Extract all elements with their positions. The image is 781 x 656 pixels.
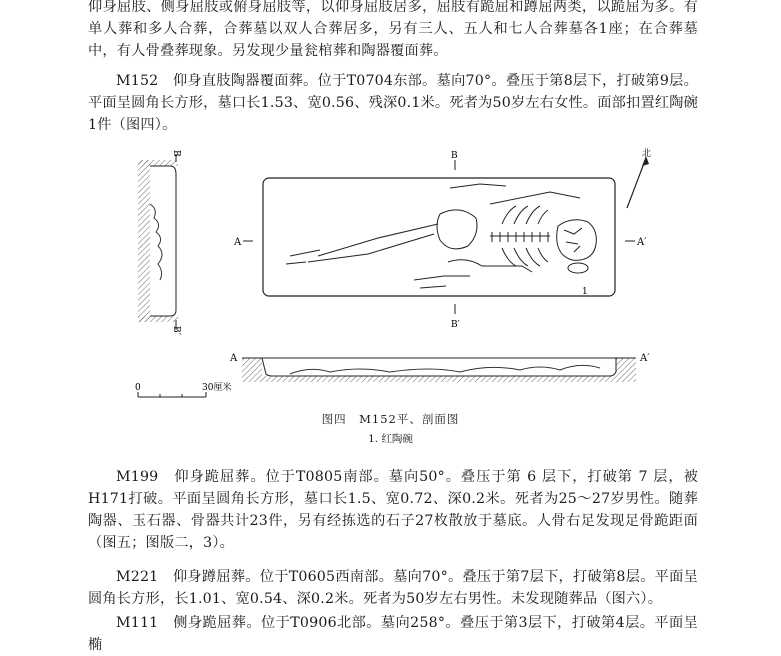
- item-number-label: 1: [582, 287, 588, 297]
- section-a-prime-label: A′: [640, 353, 650, 364]
- figure-legend: 1. 红陶碗: [368, 433, 413, 445]
- scale-end-label: 30厘米: [202, 383, 232, 393]
- section-a-label: A: [230, 353, 238, 364]
- a-left-label: A: [234, 237, 242, 248]
- figure-m152-plan-section: [130, 144, 660, 406]
- section-a-profile: [229, 353, 650, 382]
- b-top-label: B: [451, 151, 458, 161]
- skeleton-drawing: [286, 184, 596, 288]
- north-arrow-icon: [627, 147, 651, 208]
- paragraph-m221: M221 仰身蹲屈葬。位于T0605西南部。墓向70°。叠压于第7层下，打破第8层。平面呈圆角长方形，长1.01、宽0.54、深0.2米。死者为50岁左右男性。未发现随葬品（图六）。: [88, 569, 698, 607]
- b-side-bottom-label: B′: [171, 326, 181, 335]
- figure-caption: 图四 M152平、剖面图: [321, 412, 460, 426]
- paragraph-intro: 仰身屈肢、侧身屈肢或俯身屈肢等，以仰身屈肢居多，屈肢有跪屈和蹲屈两类，以跪屈为多。有单人葬和多人合葬，合葬墓以双人合葬居多，另有三人、五人和七人合葬墓各1座；在合葬墓中，有人骨叠葬现象。另发现少量瓮棺葬和陶器覆面葬。: [88, 0, 698, 59]
- paragraph-m111: M111 侧身跪屈葬。位于T0906北部。墓向258°。叠压于第3层下，打破第4层。平面呈椭: [88, 615, 698, 653]
- a-right-label: A′: [637, 237, 647, 248]
- b-bottom-label: B′: [451, 320, 460, 330]
- paragraph-m152: M152 仰身直肢陶器覆面葬。位于T0704东部。墓向70°。叠压于第8层下，打破第9层。平面呈圆角长方形，墓口长1.53、宽0.56、残深0.1米。死者为50岁左右女性。面部扣置红陶碗1件（图四）。: [88, 73, 698, 133]
- north-label: 北: [642, 149, 652, 159]
- b-side-top-label: B: [171, 150, 181, 157]
- side-section-b: [138, 150, 181, 335]
- paragraph-m199: M199 仰身跪屈葬。位于T0805南部。墓向50°。叠压于第 6 层下，打破第 7 层，被H171打破。平面呈圆角长方形，墓口长1.5、宽0.72、深0.2米。死者为25～27岁男性。随葬陶器、玉石器、骨器共计23件，另有经拣选的石子27枚散放于墓底。人骨右足发现足骨跪距面（图五；图版二，3）。: [88, 469, 698, 551]
- scale-zero-label: 0: [135, 383, 141, 393]
- scale-bar: [135, 381, 231, 397]
